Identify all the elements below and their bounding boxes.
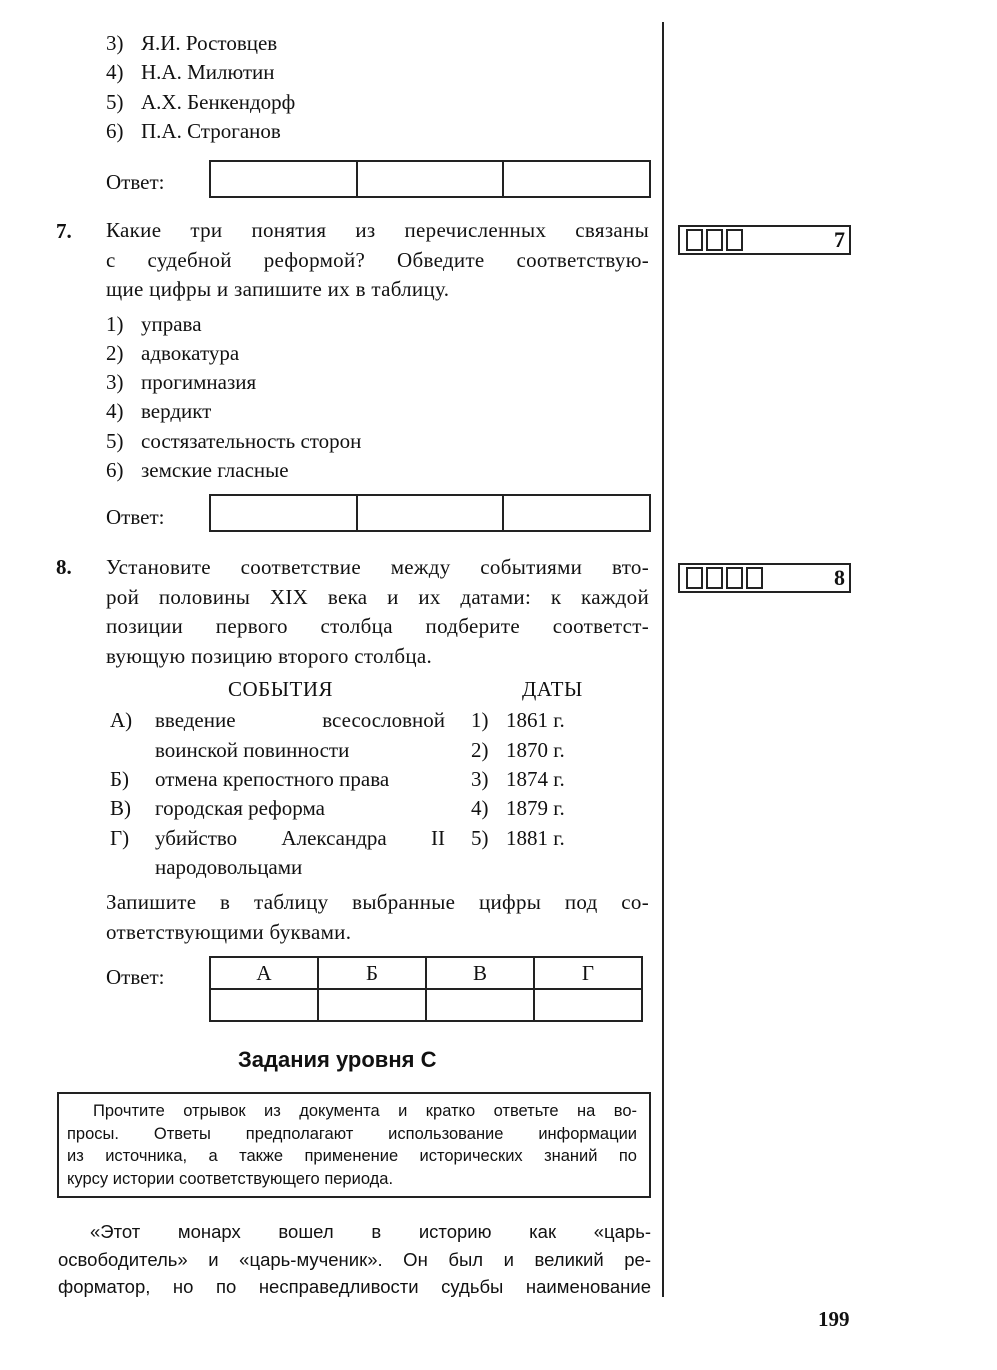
score-box-7 — [678, 225, 851, 255]
date-item: 3) 1874 г. — [471, 767, 565, 791]
answer-cell[interactable] — [211, 162, 358, 196]
event-item-continuation: народовольцами — [155, 855, 303, 879]
table-answer-row — [210, 989, 642, 1021]
score-box-number: 7 — [834, 227, 845, 252]
option-item: 3) Я.И. Ростовцев — [106, 31, 278, 55]
answer-cell[interactable] — [358, 162, 505, 196]
answer-box[interactable] — [209, 160, 651, 198]
score-square — [706, 567, 723, 589]
answer-label: Ответ: — [106, 505, 165, 529]
page-number: 199 — [818, 1307, 850, 1331]
option-item: 2) адвокатура — [106, 341, 240, 365]
question-number: 8. — [56, 555, 72, 579]
table-header-cell: Г — [534, 957, 642, 989]
answer-box[interactable] — [209, 494, 651, 532]
option-item: 6) П.А. Строганов — [106, 119, 281, 143]
section-instruction-box: Прочтите отрывок из документа и кратко ответьте на во- просы. Ответы предполагают использование информации из источника, а также применение исторических знаний по курсу истории соответствующего периода. — [57, 1092, 651, 1198]
score-square — [686, 229, 703, 251]
score-square — [726, 229, 743, 251]
answer-cell[interactable] — [426, 989, 534, 1021]
matching-answer-table — [209, 956, 643, 1022]
answer-cell[interactable] — [210, 989, 318, 1021]
table-instruction: Запишите в таблицу выбранные цифры под со- ответствующими буквами. — [106, 890, 649, 944]
margin-divider — [662, 22, 664, 1297]
option-item: 4) Н.А. Милютин — [106, 60, 275, 84]
event-item: В) городская реформа — [110, 796, 325, 820]
table-header-cell: В — [426, 957, 534, 989]
option-item: 4) вердикт — [106, 399, 212, 423]
answer-label: Ответ: — [106, 965, 165, 989]
question-number: 7. — [56, 219, 72, 243]
table-header-row — [210, 957, 642, 989]
dates-header: ДАТЫ — [522, 677, 583, 701]
score-box-8 — [678, 563, 851, 593]
answer-cell[interactable] — [211, 496, 358, 530]
option-item: 5) состязательность сторон — [106, 429, 362, 453]
date-item: 5) 1881 г. — [471, 826, 565, 850]
option-item: 3) прогимназия — [106, 370, 257, 394]
date-item: 4) 1879 г. — [471, 796, 565, 820]
option-item: 1) управа — [106, 312, 202, 336]
score-square — [686, 567, 703, 589]
score-square — [726, 567, 743, 589]
score-square — [706, 229, 723, 251]
answer-cell[interactable] — [504, 496, 649, 530]
answer-cell[interactable] — [358, 496, 505, 530]
answer-cell[interactable] — [534, 989, 642, 1021]
event-item: А) введение всесословной — [110, 708, 445, 732]
answer-cell[interactable] — [318, 989, 426, 1021]
section-title: Задания уровня С — [238, 1047, 437, 1072]
answer-label: Ответ: — [106, 170, 165, 194]
table-header-cell: А — [210, 957, 318, 989]
question-text: Какие три понятия из перечисленных связаны с судебной реформой? Обведите соответствую- щие цифры и запишите их в таблицу. — [106, 218, 649, 301]
option-item: 6) земские гласные — [106, 458, 289, 482]
question-text: Установите соответствие между событиями вто- рой половины XIX века и их датами: к каждой позиции первого столбца подберите соответст- вующую позицию второго столбца. — [106, 555, 649, 668]
date-item: 1) 1861 г. — [471, 708, 565, 732]
event-item: Б) отмена крепостного права — [110, 767, 390, 791]
event-item: Г) убийство Александра II — [110, 826, 445, 850]
score-square — [746, 567, 763, 589]
event-item-continuation: воинской повинности — [155, 738, 350, 762]
option-item: 5) А.Х. Бенкендорф — [106, 90, 296, 114]
score-box-number: 8 — [834, 565, 845, 590]
answer-cell[interactable] — [504, 162, 649, 196]
date-item: 2) 1870 г. — [471, 738, 565, 762]
events-header: СОБЫТИЯ — [228, 677, 334, 701]
document-excerpt: «Этот монарх вошел в историю как «царь- освободитель» и «царь-мученик». Он был и великий ре- форматор, но по несправедливости судьбы наименование — [58, 1221, 651, 1297]
table-header-cell: Б — [318, 957, 426, 989]
